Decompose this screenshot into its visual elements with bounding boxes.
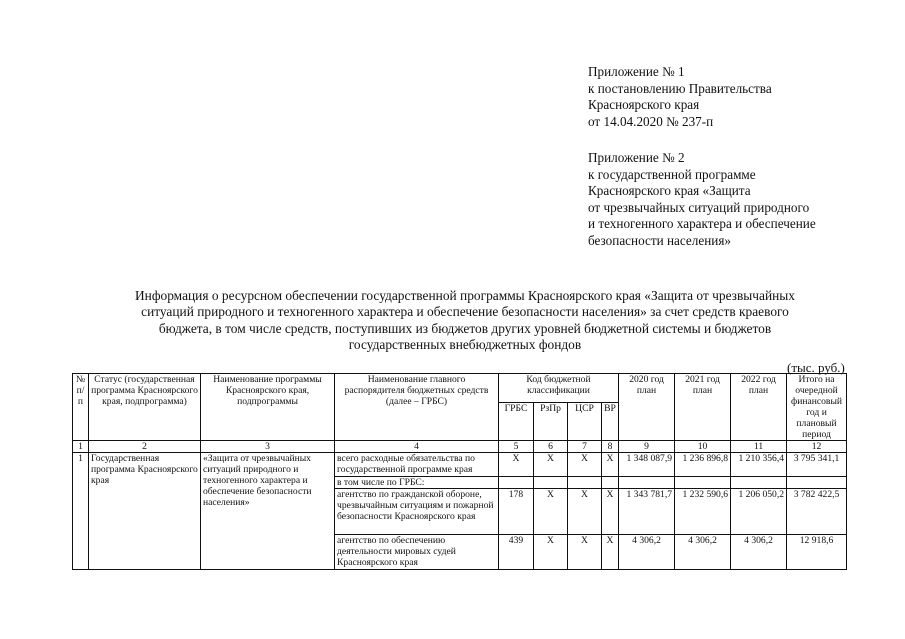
grbs-name-cell: всего расходные обязательства по государственной программе края bbox=[335, 453, 499, 477]
grbs-code-cell: 439 bbox=[499, 535, 534, 570]
grbs-code-cell: X bbox=[499, 453, 534, 477]
program-name: «Защита от чрезвычайных ситуаций природного и техногенного характера и обеспечение безопасности населения» bbox=[201, 453, 335, 570]
appendix-1-block bbox=[588, 64, 772, 130]
header-vr: ВР bbox=[602, 402, 619, 440]
header-2022 bbox=[731, 374, 787, 441]
total-cell: 3 782 422,5 bbox=[787, 489, 847, 535]
program-num: 1 bbox=[73, 453, 89, 570]
document-title bbox=[60, 288, 870, 354]
appendix-1-line: Приложение № 1 bbox=[588, 64, 685, 79]
appendix-1-line: от 14.04.2020 № 237-п bbox=[588, 113, 714, 129]
program-status: Государственная программа Красноярского края bbox=[89, 453, 201, 570]
grbs-name-cell: агентство по гражданской обороне, чрезвычайным ситуациям и пожарной безопасности Красноярского края bbox=[335, 489, 499, 535]
units-label: (тыс. руб.) bbox=[787, 360, 845, 375]
header-2022-year: 2022 год bbox=[741, 374, 776, 385]
column-number: 2 bbox=[89, 441, 201, 453]
csr-code-cell: X bbox=[568, 489, 602, 535]
appendix-2-line: от чрезвычайных ситуаций природного bbox=[588, 199, 810, 215]
header-total: Итого на очередной финансовый год и плановый период bbox=[787, 374, 847, 441]
vr-code-cell: X bbox=[602, 489, 619, 535]
column-number: 5 bbox=[499, 441, 534, 453]
appendix-2-line: к государственной программе bbox=[588, 166, 756, 182]
header-grbs-name: Наименование главного распорядителя бюджетных средств (далее – ГРБС) bbox=[335, 374, 499, 441]
column-number: 10 bbox=[675, 441, 731, 453]
column-number: 1 bbox=[73, 441, 89, 453]
grbs-code-cell bbox=[499, 477, 534, 489]
appendix-1-line: Красноярского края bbox=[588, 97, 700, 113]
header-2021-year: 2021 год bbox=[685, 374, 720, 385]
header-status: Статус (государственная программа Красноярского края, подпрограмма) bbox=[89, 374, 201, 441]
column-number: 3 bbox=[201, 441, 335, 453]
budget-table bbox=[72, 373, 847, 570]
value-2022-cell bbox=[731, 477, 787, 489]
header-rzpr: РзПр bbox=[534, 402, 568, 440]
value-2022-cell: 1 206 050,2 bbox=[731, 489, 787, 535]
value-2020-cell: 1 343 781,7 bbox=[619, 489, 675, 535]
column-number: 12 bbox=[787, 441, 847, 453]
header-program-name: Наименование программы Красноярского края, подпрограммы bbox=[201, 374, 335, 441]
appendix-2-block bbox=[588, 150, 816, 250]
column-number: 6 bbox=[534, 441, 568, 453]
column-number: 9 bbox=[619, 441, 675, 453]
header-2022-plan: план bbox=[748, 385, 769, 396]
appendix-1-line: к постановлению Правительства bbox=[588, 80, 772, 96]
value-2022-cell: 1 210 356,4 bbox=[731, 453, 787, 477]
value-2020-cell bbox=[619, 477, 675, 489]
rzpr-code-cell: X bbox=[534, 453, 568, 477]
title-line: ситуаций природного и техногенного характера и обеспечение безопасности населения» за счет средств краевого bbox=[141, 304, 789, 320]
header-code-group: Код бюджетной классификации bbox=[499, 374, 619, 403]
header-2021 bbox=[675, 374, 731, 441]
header-2020-plan: план bbox=[636, 385, 657, 396]
column-number: 4 bbox=[335, 441, 499, 453]
value-2021-cell: 4 306,2 bbox=[675, 535, 731, 570]
grbs-name-cell: в том числе по ГРБС: bbox=[335, 477, 499, 489]
value-2021-cell: 1 232 590,6 bbox=[675, 489, 731, 535]
column-number: 8 bbox=[602, 441, 619, 453]
header-grbs: ГРБС bbox=[499, 402, 534, 440]
total-cell: 12 918,6 bbox=[787, 535, 847, 570]
grbs-code-cell: 178 bbox=[499, 489, 534, 535]
grbs-name-cell: агентство по обеспечению деятельности мировых судей Красноярского края bbox=[335, 535, 499, 570]
header-csr: ЦСР bbox=[568, 402, 602, 440]
value-2021-cell: 1 236 896,8 bbox=[675, 453, 731, 477]
title-line: Информация о ресурсном обеспечении государственной программы Красноярского края «Защита от чрезвычайных bbox=[134, 288, 795, 303]
appendix-2-line: безопасности населения» bbox=[588, 232, 731, 248]
appendix-2-line: и техногенного характера и обеспечение bbox=[588, 216, 816, 232]
value-2021-cell bbox=[675, 477, 731, 489]
total-cell: 3 795 341,1 bbox=[787, 453, 847, 477]
value-2020-cell: 1 348 087,9 bbox=[619, 453, 675, 477]
value-2022-cell: 4 306,2 bbox=[731, 535, 787, 570]
title-line: государственных внебюджетных фондов bbox=[348, 337, 582, 353]
header-2020 bbox=[619, 374, 675, 441]
vr-code-cell: X bbox=[602, 535, 619, 570]
vr-code-cell bbox=[602, 477, 619, 489]
csr-code-cell: X bbox=[568, 453, 602, 477]
table-row bbox=[73, 453, 847, 477]
header-2020-year: 2020 год bbox=[629, 374, 664, 385]
value-2020-cell: 4 306,2 bbox=[619, 535, 675, 570]
vr-code-cell: X bbox=[602, 453, 619, 477]
rzpr-code-cell: X bbox=[534, 535, 568, 570]
header-row bbox=[73, 374, 847, 403]
total-cell bbox=[787, 477, 847, 489]
rzpr-code-cell: X bbox=[534, 489, 568, 535]
column-number-row bbox=[73, 441, 847, 453]
rzpr-code-cell bbox=[534, 477, 568, 489]
appendix-2-line: Приложение № 2 bbox=[588, 150, 685, 165]
column-number: 11 bbox=[731, 441, 787, 453]
csr-code-cell bbox=[568, 477, 602, 489]
header-2021-plan: план bbox=[692, 385, 713, 396]
appendix-2-line: Красноярского края «Защита bbox=[588, 183, 751, 199]
title-line: бюджета, в том числе средств, поступивших из бюджетов других уровней бюджетной системы и бюджетов bbox=[158, 320, 772, 336]
header-num: № п/п bbox=[73, 374, 89, 441]
column-number: 7 bbox=[568, 441, 602, 453]
csr-code-cell: X bbox=[568, 535, 602, 570]
